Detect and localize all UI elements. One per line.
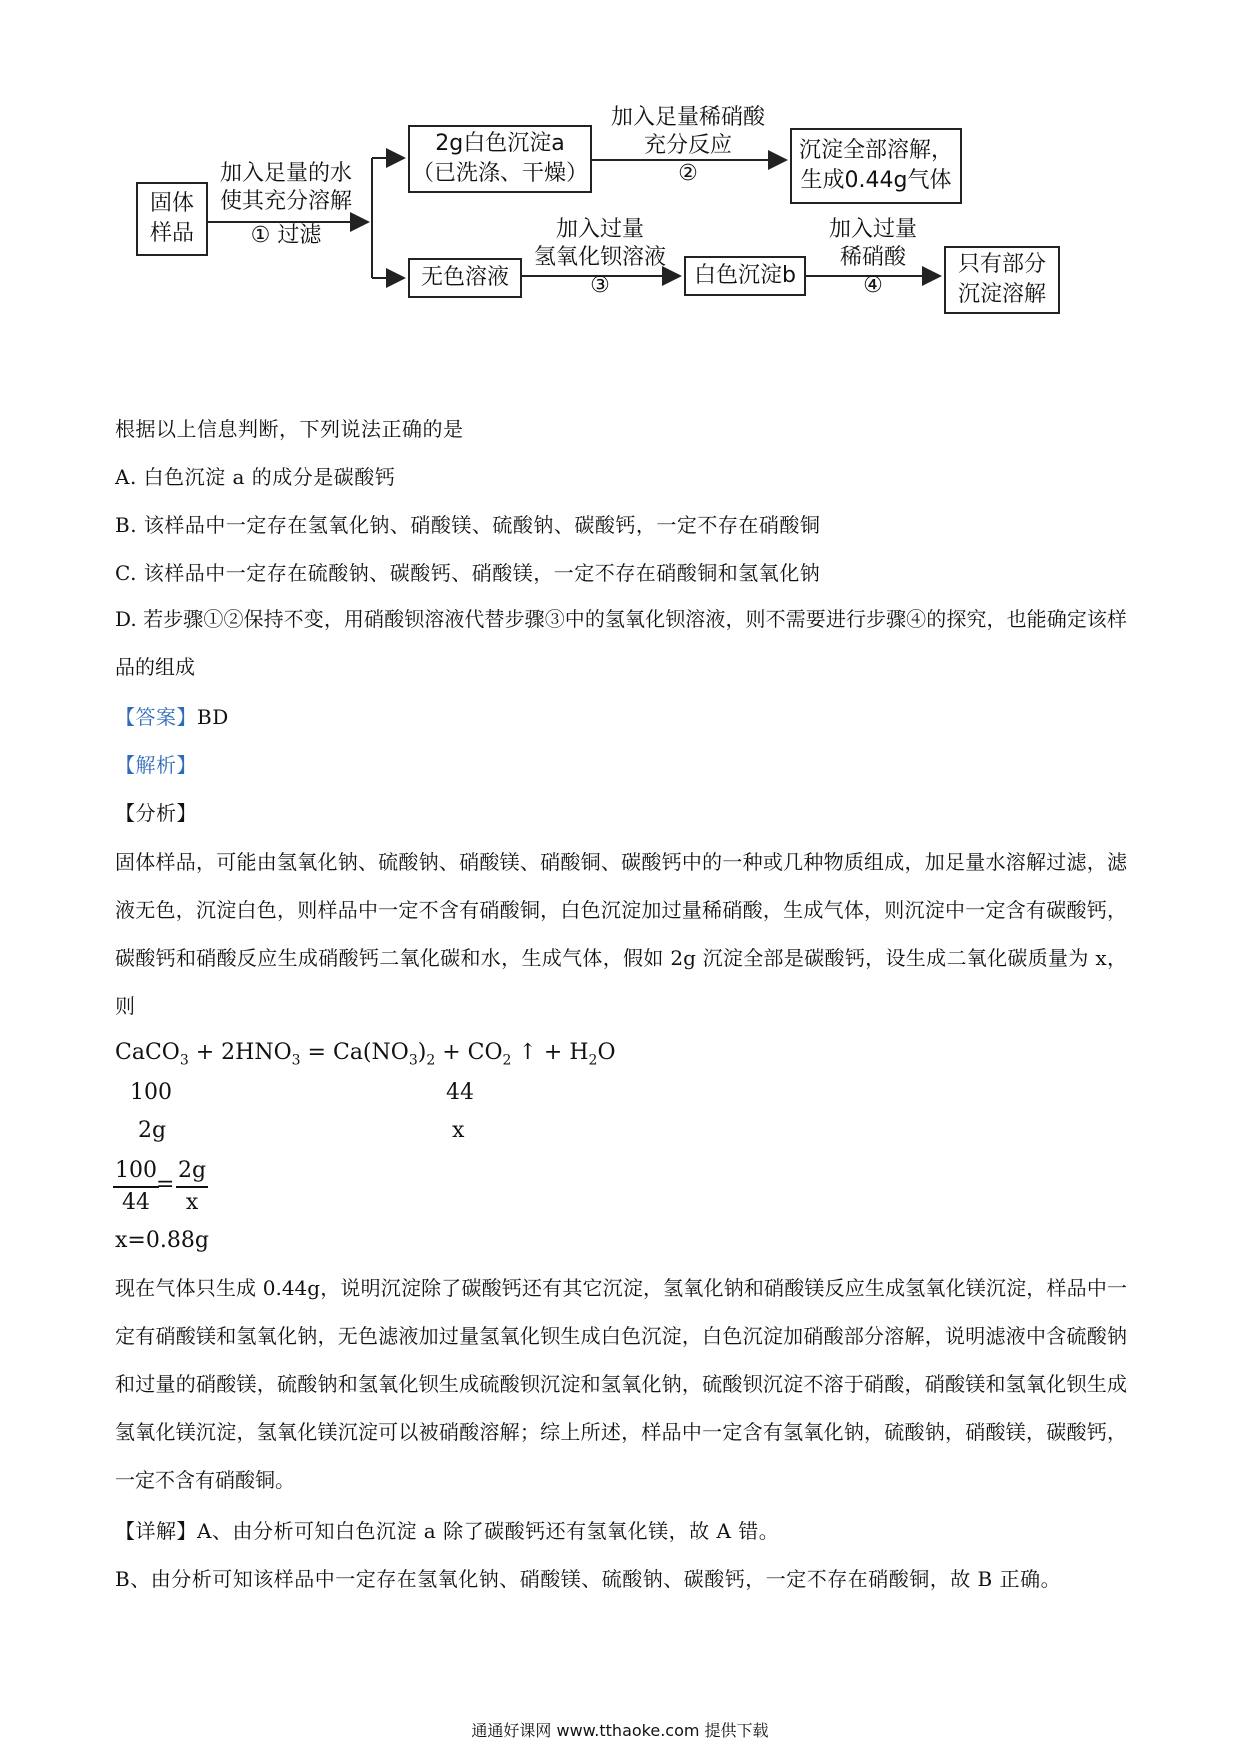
step1-line2: 使其充分溶解 [219,189,352,214]
precipitate-b-box [684,256,806,296]
precipitate-b-label: 白色沉淀b [694,263,796,288]
fenxi-tag: 【分析】 [115,801,197,825]
colorless-solution-box [408,258,522,298]
mass-caco3: 100 [130,1080,172,1105]
precipitate-a-line2: （已洗涤、干燥） [411,161,588,186]
answer-tag: 【答案】 [115,705,197,729]
detail-b: B、由分析可知该样品中一定存在氢氧化钠、硝酸镁、硫酸钠、碳酸钙，一定不存在硝酸铜，故 B 正确。 [115,1567,1062,1591]
result-b-line2: 沉淀溶解 [957,282,1046,307]
step3-line2: 氢氧化钡溶液 [533,245,666,270]
frac-right-den: x [185,1190,199,1215]
step2-line2: 充分反应 [643,133,732,158]
footer-source: 通通好课网 www.tthaoke.com 提供下载 [471,1721,769,1740]
frac-left-den: 44 [122,1190,150,1215]
analysis-paragraph-1: 固体样品，可能由氢氧化钠、硫酸钠、硝酸镁、硝酸铜、碳酸钙中的一种或几种物质组成，加足量水溶解过滤，滤液无色，沉淀白色，则样品中一定不含有硝酸铜，白色沉淀加过量稀硝酸，生成气体，则沉淀中一定含有碳酸钙，碳酸钙和硝酸反应生成硝酸钙二氧化碳和水，生成气体，假如 2g 沉淀全部是碳酸钙，设生成二氧化碳质量为 x，则 [115,850,1127,1018]
result-a-box [790,128,962,204]
step3-label [520,216,680,300]
step1-line3: ① 过滤 [250,223,322,248]
frac-right-num: 2g [176,1156,208,1188]
colorless-label: 无色溶液 [420,265,509,290]
result-a-line2: 生成0.44g气体 [800,168,952,193]
precipitate-a-box [408,125,592,193]
detail-a-text: A、由分析可知白色沉淀 a 除了碳酸钙还有氢氧化镁，故 A 错。 [197,1519,780,1543]
step2-label [590,104,786,188]
step4-label [806,216,940,300]
fraction-left [113,1156,159,1218]
step2-line1: 加入足量稀硝酸 [610,105,765,130]
equals-sign: = [156,1172,175,1197]
fraction-right [176,1156,208,1218]
step1-line1: 加入足量的水 [219,161,352,186]
question-stem: 根据以上信息判断，下列说法正确的是 [115,417,464,441]
result-a-line1: 沉淀全部溶解， [798,138,953,163]
option-b: B. 该样品中一定存在氢氧化钠、硝酸镁、硫酸钠、碳酸钙，一定不存在硝酸铜 [115,513,821,537]
option-d: D. 若步骤①②保持不变，用硝酸钡溶液代替步骤③中的氢氧化钡溶液，则不需要进行步骤④的探究，也能确定该样品的组成 [115,607,1127,679]
step4-line3: ④ [863,273,883,298]
step4-line2: 稀硝酸 [839,245,906,270]
frac-left-num: 100 [113,1156,159,1188]
given-caco3: 2g [138,1118,167,1143]
step4-line1: 加入过量 [828,217,917,242]
result-b-line1: 只有部分 [957,252,1046,277]
option-a: A. 白色沉淀 a 的成分是碳酸钙 [115,465,396,489]
answer-value: BD [197,705,229,729]
detail-tag: 【详解】 [115,1519,197,1543]
step3-line3: ③ [590,273,610,298]
step2-line3: ② [678,161,698,186]
detail-a [115,1516,1127,1546]
answer-line [115,702,1127,732]
sample-line1: 固体 [149,191,194,216]
unknown-co2: x [452,1118,465,1143]
option-c: C. 该样品中一定存在硫酸钠、碳酸钙、硝酸镁，一定不存在硝酸铜和氢氧化钠 [115,561,821,585]
step3-line1: 加入过量 [555,217,644,242]
precipitate-a-line1: 2g白色沉淀a [435,131,565,156]
mass-co2: 44 [446,1080,474,1105]
solid-sample-box [136,182,208,256]
chemical-equation: CaCO$_3$ + $2HNO_3 = Ca(NO_3)_2 + CO_2$ ↑ + $H_2O$ [115,1040,616,1069]
result-b-box [944,246,1060,314]
sample-line2: 样品 [149,221,194,246]
result-x: x=0.88g [115,1228,209,1253]
step1-label [206,160,366,250]
analysis-paragraph-2: 现在气体只生成 0.44g，说明沉淀除了碳酸钙还有其它沉淀，氢氧化钠和硝酸镁反应生成氢氧化镁沉淀，样品中一定有硝酸镁和氢氧化钠，无色滤液加过量氢氧化钡生成白色沉淀，白色沉淀加硝酸部分溶解，说明滤液中含硫酸钠和过量的硝酸镁，硫酸钠和氢氧化钡生成硫酸钡沉淀和氢氧化钠，硫酸钡沉淀不溶于硝酸，硝酸镁和氢氧化钡生成氢氧化镁沉淀，氢氧化镁沉淀可以被硝酸溶解；综上所述，样品中一定含有氢氧化钠，硫酸钠，硝酸镁，碳酸钙，一定不含有硝酸铜。 [115,1276,1127,1492]
analysis-tag: 【解析】 [115,753,197,777]
